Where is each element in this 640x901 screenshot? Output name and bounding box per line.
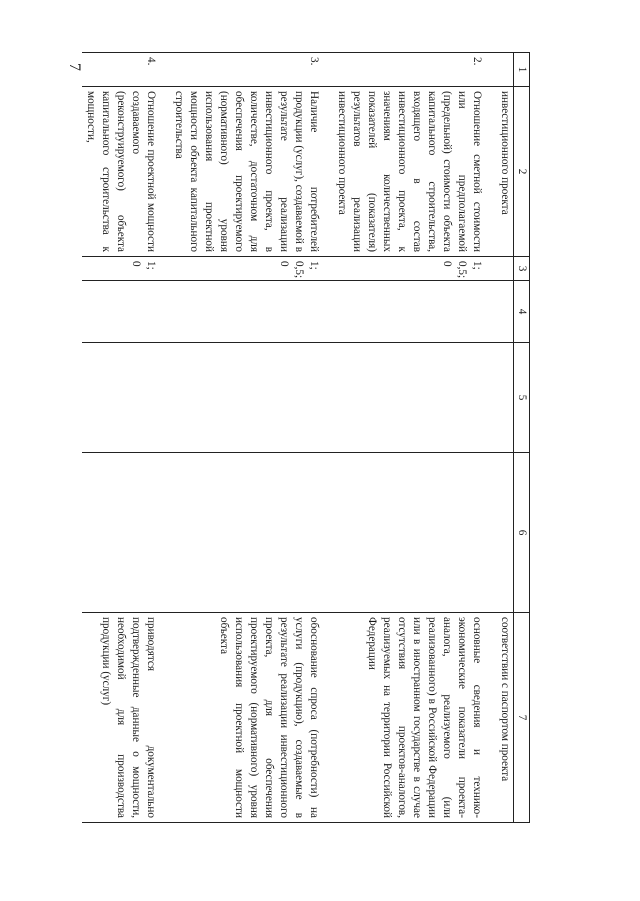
score-values: 1; 0 [82, 257, 170, 281]
table-row [333, 53, 496, 823]
note-text: приводятся документально подтвержденные данные о мощности, необходимой для производства продукции (услуг) [82, 613, 170, 823]
page-number: 7 [66, 63, 83, 71]
cell-col-5 [496, 343, 514, 453]
criterion-text: инвестиционного проекта [496, 87, 514, 257]
criteria-table [82, 52, 530, 823]
header-col-4: 4 [514, 281, 530, 343]
cell-col-4 [82, 281, 170, 343]
cell-col-5 [333, 343, 496, 453]
header-row [514, 53, 530, 823]
row-number [496, 53, 514, 87]
note-text: основные сведения и технико-экономические показатели проекта-аналога, реализуемого (или реализованного) в Российской Федерации или в иностранном государстве в случае отсутствия проектов-аналогов, реализуемых на территории Российской Федерации [333, 613, 496, 823]
table-row [170, 53, 333, 823]
cell-col-6 [170, 453, 333, 613]
row-number: 3. [170, 53, 333, 87]
row-number: 2. [333, 53, 496, 87]
note-text: соответствии с паспортом проекта [496, 613, 514, 823]
score-values [496, 257, 514, 281]
cell-col-4 [333, 281, 496, 343]
cell-col-6 [333, 453, 496, 613]
header-col-6: 6 [514, 453, 530, 613]
criteria-table-rotated [85, 52, 530, 822]
table-row [496, 53, 514, 823]
criterion-text: Наличие потребителей продукции (услуг), создаваемой в результате реализации инвестиционного проекта, в количестве, достаточном для обеспечения проектируемого (нормативного) уровня использования проектной мощности объекта капитального строительства [170, 87, 333, 257]
table-row [82, 53, 170, 823]
note-text: обоснование спроса (потребности) на услуги (продукцию), создаваемые в результате реализации инвестиционного проекта, для обеспечения проектируемого (нормативного) уровня использования проектной мощности объекта [170, 613, 333, 823]
criterion-text: Отношение проектной мощности создаваемого (реконструируемого) объекта капитального строительства к мощности, [82, 87, 170, 257]
cell-col-6 [496, 453, 514, 613]
cell-col-4 [170, 281, 333, 343]
criterion-text: Отношение сметной стоимости или предполагаемой (предельной) стоимости объекта капитального строительства, входящего в состав инвестиционного проекта, к значениям количественных показателей (показателя) результатов реализации инвестиционного проекта [333, 87, 496, 257]
cell-col-6 [82, 453, 170, 613]
score-values: 1; 0,5; 0 [170, 257, 333, 281]
header-col-2: 2 [514, 87, 530, 257]
row-number: 4. [82, 53, 170, 87]
header-col-7: 7 [514, 613, 530, 823]
score-values: 1; 0,5; 0 [333, 257, 496, 281]
header-col-3: 3 [514, 257, 530, 281]
header-col-1: 1 [514, 53, 530, 87]
header-col-5: 5 [514, 343, 530, 453]
cell-col-5 [82, 343, 170, 453]
cell-col-4 [496, 281, 514, 343]
cell-col-5 [170, 343, 333, 453]
